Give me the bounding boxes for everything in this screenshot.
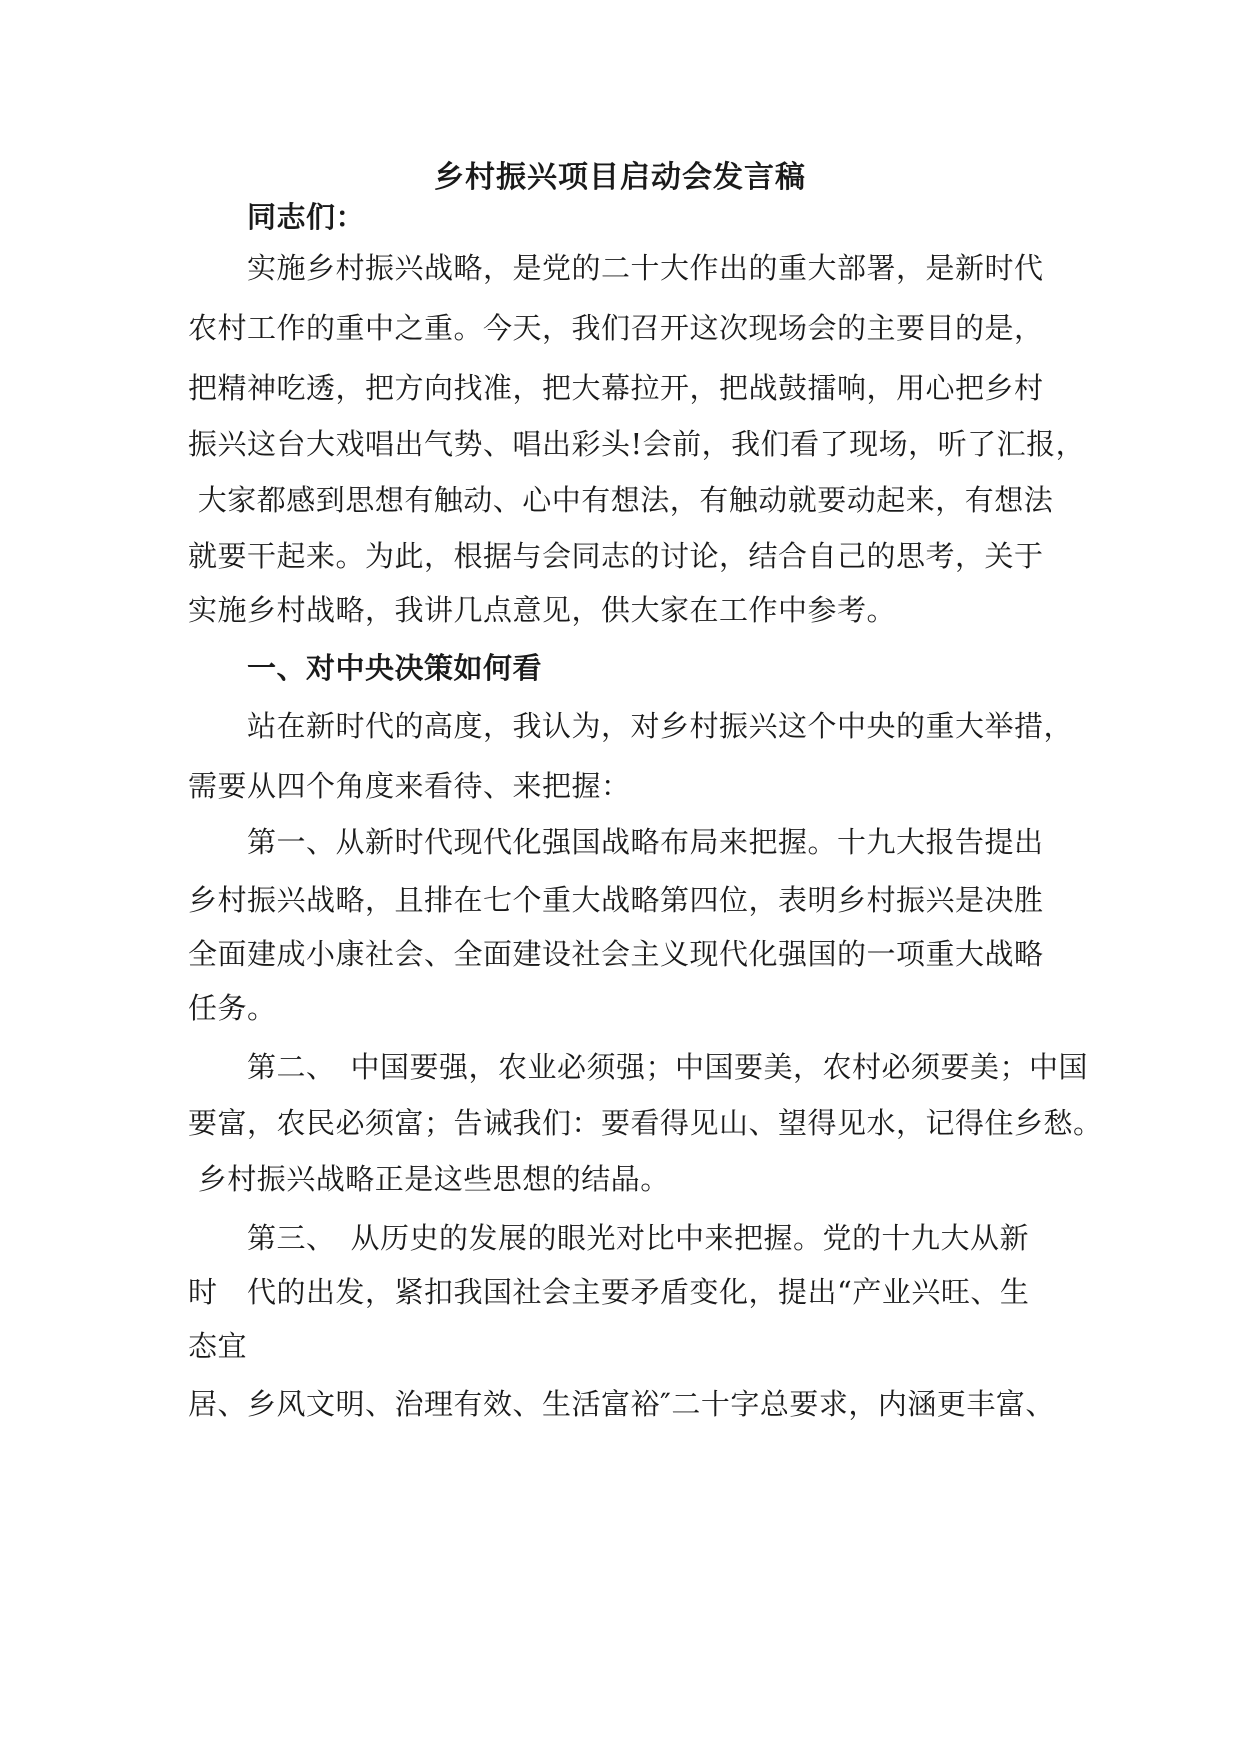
body-line: 时 代的出发，紧扣我国社会主要矛盾变化，提出“产业兴旺、生 [188,1275,1030,1309]
body-line: 第一、从新时代现代化强国战略布局来把握。十九大报告提出 [188,825,1044,859]
body-line: 态宜 [188,1329,248,1363]
salutation-line: 同志们： [188,200,366,234]
body-line: 任务。 [188,991,277,1025]
body-line: 农村工作的重中之重。今天，我们召开这次现场会的主要目的是， [188,311,1044,345]
body-line: 第二、 中国要强，农业必须强；中国要美，农村必须要美；中国 [188,1050,1089,1084]
body-line: 把精神吃透，把方向找准，把大幕拉开，把战鼓擂响，用心把乡村 [188,371,1044,405]
body-line: 站在新时代的高度，我认为，对乡村振兴这个中央的重大举措， [188,709,1074,743]
body-line: 乡村振兴战略正是这些思想的结晶。 [188,1162,670,1196]
body-line: 居、乡风文明、治理有效、生活富裕″二十字总要求，内涵更丰富、 [188,1387,1055,1421]
body-line: 振兴这台大戏唱出气势、唱出彩头!会前，我们看了现场，听了汇报， [188,427,1086,461]
body-line: 大家都感到思想有触动、心中有想法，有触动就要动起来，有想法 [188,483,1054,517]
body-line: 要富，农民必须富；告诫我们：要看得见山、望得见水，记得住乡愁。 [188,1106,1103,1140]
body-line: 全面建成小康社会、全面建设社会主义现代化强国的一项重大战略 [188,937,1044,971]
body-line: 需要从四个角度来看待、来把握： [188,769,631,803]
body-line: 就要干起来。为此，根据与会同志的讨论，结合自己的思考，关于 [188,539,1044,573]
section-heading: 一、对中央决策如何看 [188,651,543,685]
body-line: 实施乡村振兴战略，是党的二十大作出的重大部署，是新时代 [188,251,1044,285]
body-line: 乡村振兴战略，且排在七个重大战略第四位，表明乡村振兴是决胜 [188,883,1044,917]
body-line: 第三、 从历史的发展的眼光对比中来把握。党的十九大从新 [188,1221,1030,1255]
document-title: 乡村振兴项目启动会发言稿 [434,160,806,195]
body-line: 实施乡村战略，我讲几点意见，供大家在工作中参考。 [188,593,897,627]
